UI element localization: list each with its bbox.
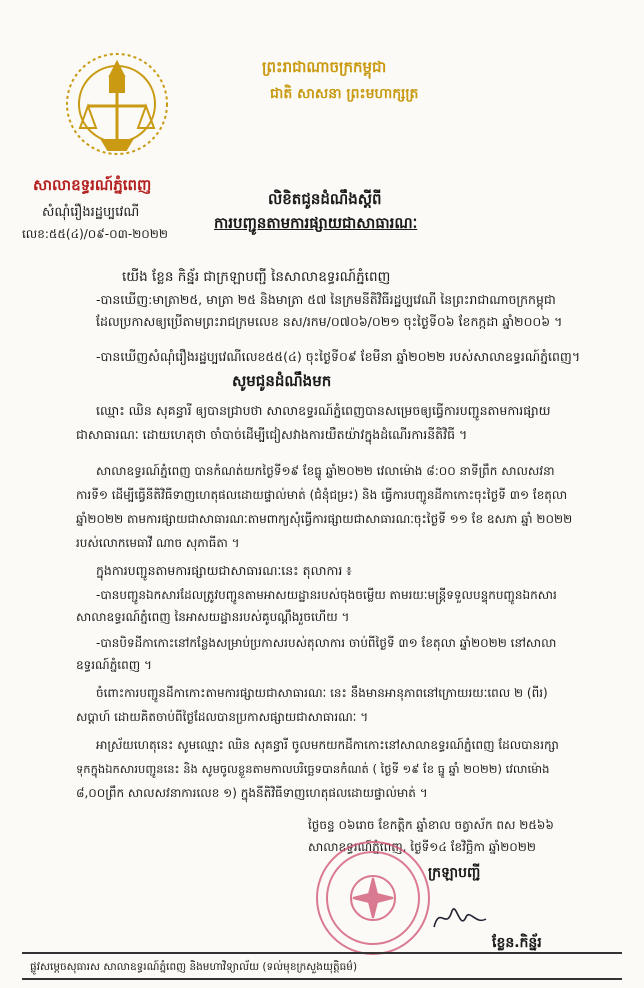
- handwritten-signature: [430, 897, 490, 937]
- body-intro: យើង ខ្លែន កិន្ន័រ ជាក្រឡាបញ្ជី នៃសាលាឧទ្ធរណ៍ភ្នំពេញ: [122, 269, 391, 285]
- body-notice-b: ជាសាធារណៈ ដោយហេតុថា ចាំបាច់ដើម្បីជៀសវាងការយឺតយ៉ាវក្នុងដំណើរការនីតិវិធី ។: [76, 427, 468, 442]
- signer-title: ក្រឡាបញ្ជី: [428, 865, 481, 881]
- body-effect-a: ចំពោះការបញ្ជូនដីកាកោះតាមការផ្សាយជាសាធារណៈ នេះ នឹងមានអានុភាពនៅក្រោយរយៈពេល ២ (ពីរ): [96, 686, 548, 700]
- body-action-2b: ឧទ្ធរណ៍ភ្នំពេញ ។: [76, 658, 152, 672]
- body-action-1a: -បានបញ្ជូនឯកសារដែលត្រូវបញ្ជូនតាមអាសយដ្ឋានរបស់ចុងចម្លើយ តាមរយៈមន្ត្រីទទួលបន្ទុកបញ្ជូនឯកសារ: [96, 588, 557, 602]
- body-hearing-c: ឆ្នាំ២០២២ តាមការផ្សាយជាសាធារណៈតាមពាក្យសុំធ្វើការផ្សាយជាសាធារណៈចុះថ្ងៃទី ១១ ខែ ឧសភា ឆ្នាំ ២០២២: [76, 512, 573, 526]
- footer-divider-bottom: [22, 978, 622, 980]
- body-hearing-b: ការទី១ ដើម្បីធ្វើនីតិវិធីទាញហេតុផលដោយផ្ទាល់មាត់ (ជំនុំជម្រះ) និង ធ្វើការបញ្ជូនដីកាកោះចុះថ្ងៃទី ៣១ ខែតុលា: [76, 488, 568, 502]
- official-seal-stamp: [313, 838, 433, 958]
- footer-divider-top: [22, 952, 622, 954]
- body-summons-c: ៨,០០ព្រឹក សាលសវនាការលេខ ១) ក្នុងនីតិវិធីទាញហេតុផលដោយផ្ទាល់មាត់ ។: [76, 786, 428, 800]
- body-subtitle: សូមជូនដំណឹងមក: [232, 372, 332, 390]
- date-lunar: ថ្ងៃចន្ទ ០៦រោច ខែកត្តិក ឆ្នាំខាល ចត្វាស័ក ពស ២៥៦៦: [308, 818, 554, 832]
- footer-address: ផ្លូវសម្តេចសុធារស សាលាឧទ្ធរណ៍ភ្នំពេញ និងមហាវិទ្យាល័យ​ (ទល់មុខក្រសួងយុត្តិធម៌): [30, 961, 358, 973]
- royal-motto-line2: ជាតិ សាសនា ព្រះមហាក្សត្រ: [270, 86, 419, 102]
- body-hearing-d: របស់លោកមេធាវី ណាច សុភាធីតា ។: [76, 536, 240, 550]
- court-name: សាលាឧទ្ធរណ៍ភ្នំពេញ: [33, 176, 152, 194]
- body-notice-a: ឈ្មោះ ឈិន សុគន្ធារី ឲ្យបានជ្រាបថា សាលាឧទ្ធរណ៍ភ្នំពេញបានសម្រេចឲ្យធ្វើការបញ្ជូនតាមការផ្សាយ: [96, 403, 551, 418]
- reference-number: លេខ:៥៥(៤)/០៩-០៣-២០២២: [22, 227, 168, 241]
- body-effect-b: សប្តាហ៍ ដោយគិតចាប់ពីថ្ងៃដែលបានប្រកាសផ្សាយជាសាធារណៈ ។: [76, 710, 369, 724]
- court-crest-logo: [58, 40, 176, 172]
- body-action-1b: សាលាឧទ្ធរណ៍ភ្នំពេញ នៃអាសយដ្ឋានរបស់គូបណ្តឹងរួចហើយ ។: [76, 610, 350, 624]
- body-action-2a: -បានបិទដីកាកោះនៅកន្លែងសម្រាប់ប្រកាសរបស់តុលាការ ចាប់ពីថ្ងៃទី ៣១ ខែតុលា ឆ្នាំ២០២២ នៅសាលា: [96, 636, 557, 650]
- document-title-line2: ការបញ្ជូនតាមការផ្សាយជាសាធារណៈ: [214, 214, 418, 232]
- body-reference-1a: -បានឃើញ:មាត្រា២៥, មាត្រា ២៥ និងមាត្រា ៥៧ នៃក្រមនីតិវិធីរដ្ឋប្បវេណី នៃព្រះរាជាណាចក្រកម្ពុជា: [96, 292, 556, 307]
- document-title-line1: លិខិតជូនដំណឹងស្តីពី: [268, 190, 382, 208]
- body-summons-a: អាស្រ័យហេតុនេះ សូមឈ្មោះ ឈិន សុគន្ធារី ចូលមកយកដីកាកោះនៅសាលាឧទ្ធរណ៍ភ្នំពេញ ដែលបានរក្សា: [96, 738, 559, 752]
- body-court-actions-intro: ក្នុងការបញ្ជូនតាមការផ្សាយជាសាធារណៈនេះ តុលាការ ៖: [96, 563, 352, 578]
- file-label: សំណុំរឿងរដ្ឋប្បវេណី: [42, 205, 140, 220]
- signer-name: ខ្លែន.កិន្ន័រ: [492, 935, 542, 951]
- royal-motto-line1: ព្រះរាជាណាចក្រកម្ពុជា: [262, 58, 387, 76]
- date-solar: សាលាឧទ្ធរណ៍ភ្នំពេញ, ថ្ងៃទី១៤ ខែវិច្ឆិកា ឆ្នាំ២០២២: [308, 840, 536, 854]
- body-summons-b: ទុកក្នុងឯកសារបញ្ជូននេះ និង សូមចូលខ្លួនតាមកាលបរិច្ឆេទបានកំណត់ ( ថ្ងៃទី ១៩ ខែ ធ្នូ ឆ្នាំ ២០២២) វេលាម៉ោង: [76, 762, 550, 776]
- body-reference-2: -បានឃើញសំណុំរឿងរដ្ឋប្បវេណីលេខ៥៥(៤) ចុះថ្ងៃទី០៩ ខែមីនា ឆ្នាំ២០២២ របស់សាលាឧទ្ធរណ៍ភ្នំពេញ។: [96, 349, 581, 364]
- body-reference-1b: ដែលប្រកាសឲ្យប្រើតាមព្រះរាជក្រមលេខ នស/រកម/០៧០៦/០២១ ចុះថ្ងៃទី០៦ ខែកក្កដា ឆ្នាំ២០០៦ ។: [96, 314, 563, 329]
- body-hearing-a: សាលាឧទ្ធរណ៍ភ្នំពេញ បានកំណត់យកថ្ងៃទី១៩ ខែធ្នូ ឆ្នាំ២០២២ វេលាម៉ោង ៨:០០ នាទីព្រឹក សាលសវនា: [96, 464, 555, 478]
